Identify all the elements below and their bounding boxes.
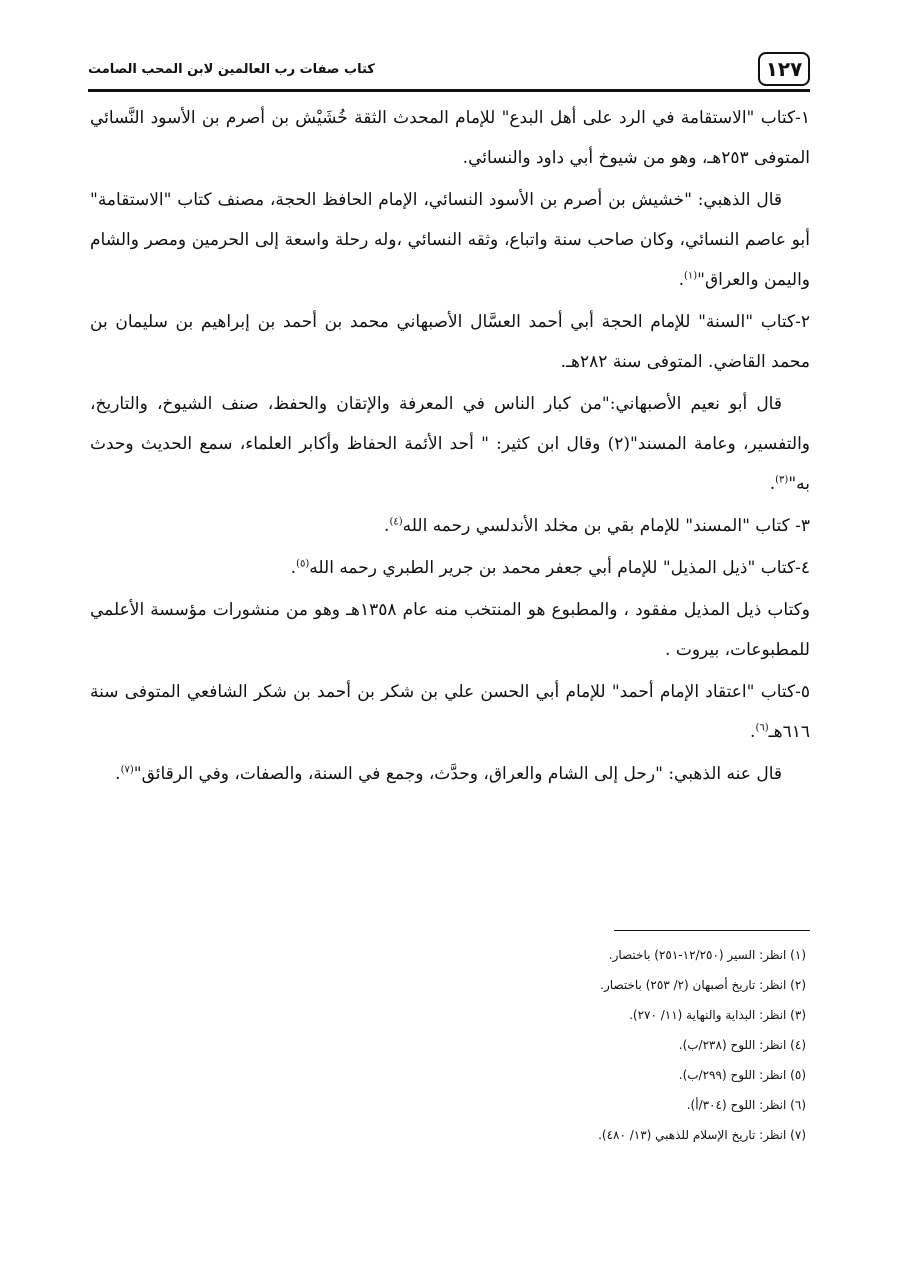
page-number: ١٢٧ xyxy=(758,52,810,86)
paragraph-8: ٥-كتاب "اعتقاد الإمام أحمد" للإمام أبي الحسن علي بن شكر بن أحمد بن شكر الشافعي المتوفى سنة ٦١٦هـ$^{(٦)}$. xyxy=(90,682,810,742)
main-text xyxy=(90,98,810,796)
footnote-ref-7: (٧) xyxy=(120,764,134,776)
footnote-4: (٤) انظر: اللوح (٢٣٨/ب). xyxy=(678,1038,806,1052)
footnote-separator xyxy=(614,930,810,931)
paragraph-9: قال عنه الذهبي: "رحل إلى الشام والعراق، وحدَّث، وجمع في السنة، والصفات، وفي الرقائق"$^{(٧)}$. xyxy=(115,764,782,784)
footnote-3: (٣) انظر: البداية والنهاية (١١/ ٢٧٠). xyxy=(629,1008,806,1022)
header-rule xyxy=(88,89,810,92)
paragraph-7: وكتاب ذيل المذيل مفقود ، والمطبوع هو المنتخب منه عام ١٣٥٨هـ وهو من منشورات مؤسسة الأعلمي للمطبوعات، بيروت . xyxy=(90,600,811,660)
footnote-ref-4: (٤) xyxy=(389,516,403,528)
paragraph-5: ٣- كتاب "المسند" للإمام بقي بن مخلد الأندلسي رحمه الله$^{(٤)}$. xyxy=(384,516,810,536)
paragraph-6: ٤-كتاب "ذيل المذيل" للإمام أبي جعفر محمد بن جرير الطبري رحمه الله$^{(٥)}$. xyxy=(290,558,810,578)
footnote-1: (١) انظر: السير (١٢/٢٥٠-٢٥١) باختصار. xyxy=(608,948,806,962)
footnotes xyxy=(90,940,806,1150)
footnote-5: (٥) انظر: اللوح (٢٩٩/ب). xyxy=(678,1068,806,1082)
running-title: كتاب صفات رب العالمين لابن المحب الصامت xyxy=(88,62,375,77)
paragraph-1: ١-كتاب "الاستقامة في الرد على أهل البدع" للإمام المحدث الثقة خُشَيْش بن أصرم بن الأسود النَّسائي المتوفى ٢٥٣هـ، وهو من شيوخ أبي داود والنسائي. xyxy=(90,108,810,168)
footnote-ref-5: (٥) xyxy=(296,558,310,570)
footnote-ref-1: (١) xyxy=(683,270,698,282)
footnote-7: (٧) انظر: تاريخ الإسلام للذهبي (١٣/ ٤٨٠). xyxy=(598,1128,806,1142)
footnote-ref-6: (٦) xyxy=(755,722,769,734)
paragraph-4: قال أبو نعيم الأصبهاني:"من كبار الناس في المعرفة والإتقان والحفظ، صنف الشيوخ، والتاريخ، والتفسير، وعامة المسند"(٢) وقال ابن كثير: " أحد الأئمة الحفاظ وأكابر العلماء، سمع الحديث وحدث به"$^{(٣)}$. xyxy=(90,394,810,494)
footnote-6: (٦) انظر: اللوح (٣٠٤/أ). xyxy=(686,1098,806,1112)
footnote-ref-3: (٣) xyxy=(775,474,789,486)
paragraph-2: قال الذهبي: "خشيش بن أصرم بن الأسود النسائي، الإمام الحافظ الحجة، مصنف كتاب "الاستقامة" أبو عاصم النسائي، وكان صاحب سنة واتباع، وثقه النسائي ،وله رحلة واسعة إلى الحرمين ومصر والشام واليمن والعراق"$^{(١)}$. xyxy=(90,190,810,290)
footnote-2: (٢) انظر: تاريخ أصبهان (٢/ ٢٥٣) باختصار. xyxy=(600,978,806,992)
paragraph-3: ٢-كتاب "السنة" للإمام الحجة أبي أحمد العسَّال الأصبهاني محمد بن أحمد بن إبراهيم بن سليمان بن محمد القاضي. المتوفى سنة ٢٨٢هـ. xyxy=(90,312,810,372)
page-header xyxy=(88,52,810,92)
